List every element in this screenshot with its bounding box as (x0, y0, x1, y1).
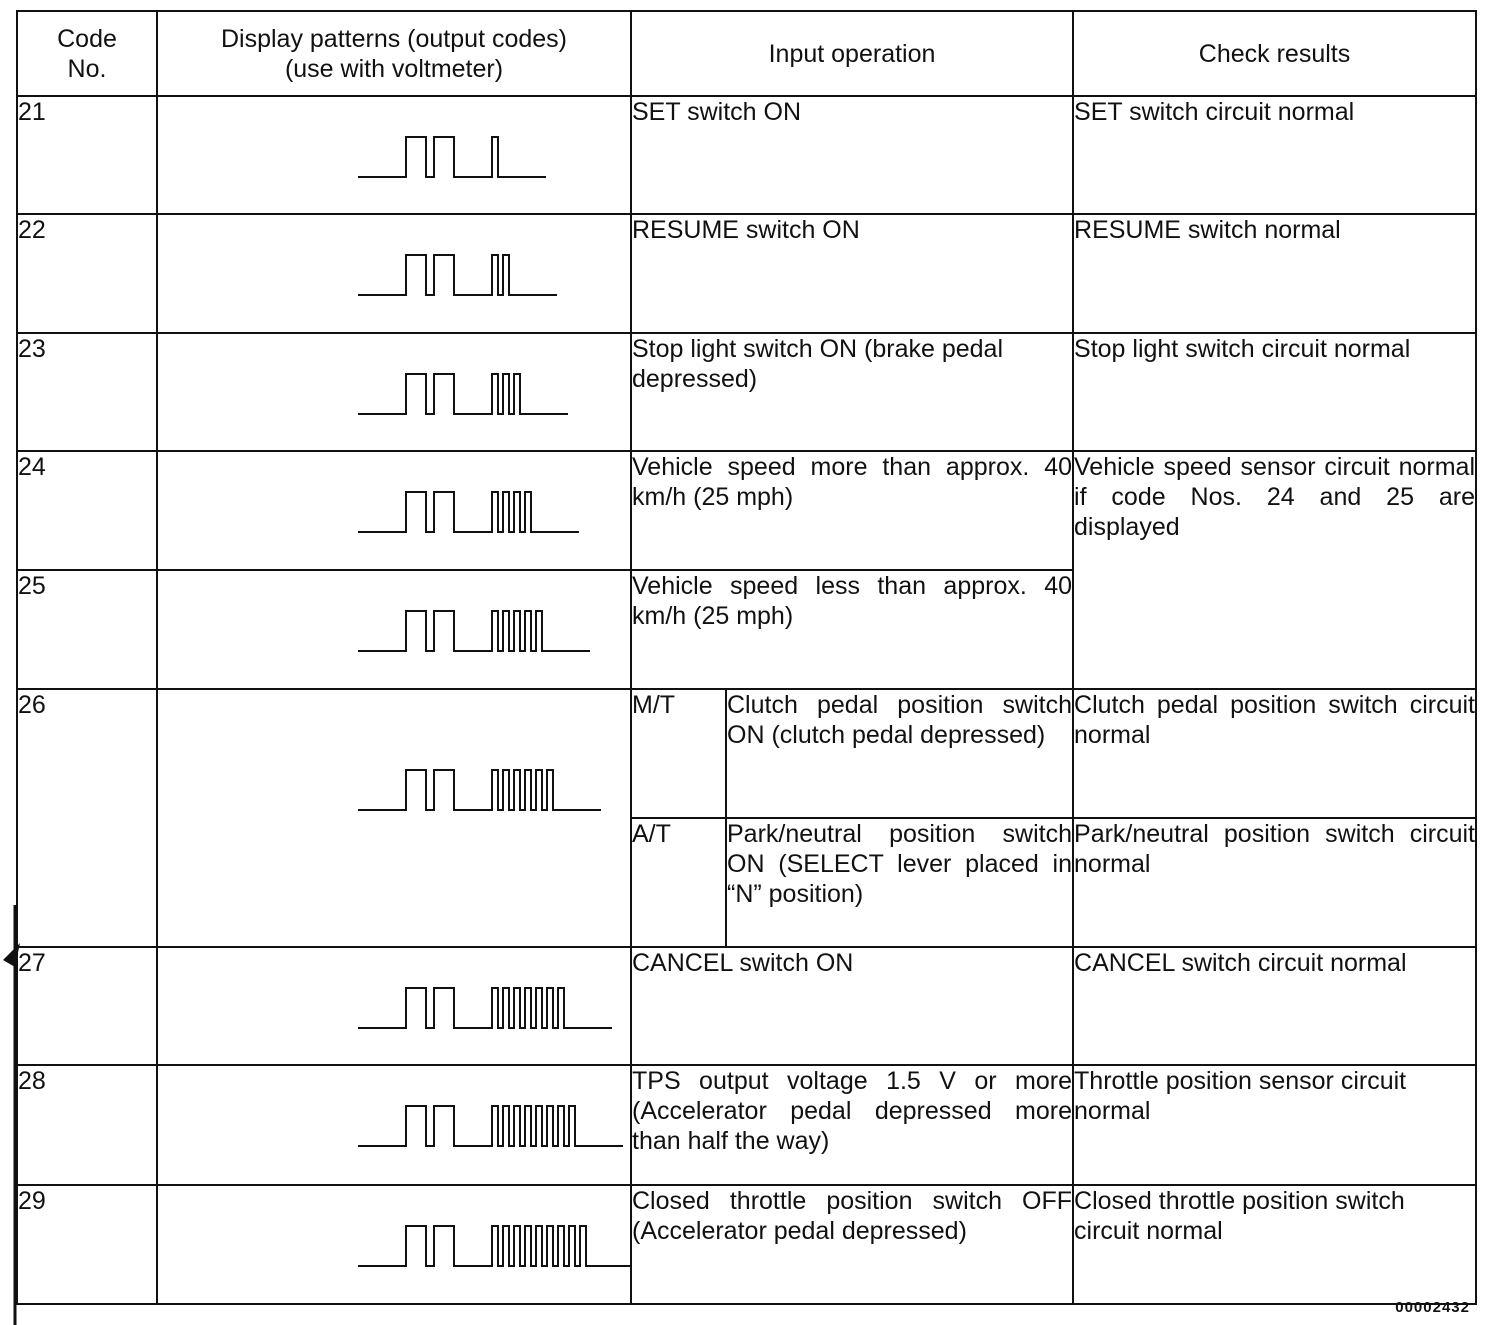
pulse-pattern (158, 215, 632, 333)
pulse-pattern (158, 334, 632, 452)
input-cell: Closed throttle position switch OFF (Accelerator pedal depressed) (631, 1185, 1073, 1304)
pulse-waveform (358, 611, 590, 651)
result-cell-at: Park/neutral position switch circuit normal (1073, 818, 1476, 947)
code-cell: 23 (17, 333, 157, 451)
pulse-pattern (158, 571, 632, 689)
code-cell: 26 (17, 689, 157, 948)
pulse-pattern (158, 948, 632, 1066)
pulse-waveform (358, 1226, 632, 1266)
result-cell: Stop light switch circuit normal (1073, 333, 1476, 451)
input-cell: Vehicle speed less than approx. 40 km/h (25 mph) (631, 570, 1073, 688)
pattern-cell (157, 1185, 631, 1304)
mode-label-at: A/T (631, 818, 726, 947)
table-row (17, 451, 1476, 570)
table-header-row (17, 11, 1476, 96)
table-row (17, 214, 1476, 332)
header-code-no-text: Code No. (57, 24, 117, 83)
result-cell: Vehicle speed sensor circuit normal if code Nos. 24 and 25 are displayed (1073, 451, 1476, 689)
input-cell: RESUME switch ON (631, 214, 1073, 332)
table-row (17, 96, 1476, 214)
input-cell: Stop light switch ON (brake pedal depressed) (631, 333, 1073, 451)
pattern-cell (157, 451, 631, 570)
result-cell: RESUME switch normal (1073, 214, 1476, 332)
pulse-waveform (358, 1106, 623, 1146)
code-cell: 27 (17, 947, 157, 1065)
header-check-results-text: Check results (1198, 39, 1351, 68)
pattern-cell (157, 570, 631, 688)
code-cell: 22 (17, 214, 157, 332)
pulse-waveform (358, 770, 601, 810)
diagnostic-code-table (16, 10, 1477, 1305)
pattern-cell (157, 689, 631, 948)
result-cell: Throttle position sensor circuit normal (1073, 1065, 1476, 1184)
result-cell-mt: Clutch pedal position switch circuit normal (1073, 689, 1476, 818)
header-display-patterns-text: Display patterns (output codes) (use with voltmeter) (220, 24, 567, 83)
pattern-cell (157, 1065, 631, 1184)
code-cell: 24 (17, 451, 157, 570)
pulse-pattern (158, 1066, 632, 1185)
header-code-no (17, 11, 157, 96)
table-row (17, 1065, 1476, 1184)
pulse-waveform (358, 492, 579, 532)
header-input-operation (631, 11, 1073, 96)
input-cell-mt: Clutch pedal position switch ON (clutch pedal depressed) (726, 689, 1073, 818)
header-check-results (1073, 11, 1476, 96)
table-row (17, 333, 1476, 451)
pattern-cell (157, 947, 631, 1065)
pattern-cell (157, 96, 631, 214)
pulse-waveform (358, 988, 612, 1028)
table-row (17, 947, 1476, 1065)
catalog-number: 00002432 (1395, 1299, 1470, 1316)
pulse-waveform (358, 137, 546, 177)
pulse-waveform (358, 255, 557, 295)
table-row (17, 689, 1476, 818)
input-cell-at: Park/neutral position switch ON (SELECT lever placed in “N” position) (726, 818, 1073, 947)
result-cell: SET switch circuit normal (1073, 96, 1476, 214)
pulse-pattern (158, 1186, 632, 1305)
input-cell: Vehicle speed more than approx. 40 km/h (25 mph) (631, 451, 1073, 570)
code-cell: 29 (17, 1185, 157, 1304)
code-cell: 21 (17, 96, 157, 214)
input-cell: SET switch ON (631, 96, 1073, 214)
header-input-operation-text: Input operation (768, 39, 936, 68)
table-row (17, 1185, 1476, 1304)
result-cell: CANCEL switch circuit normal (1073, 947, 1476, 1065)
header-display-patterns (157, 11, 631, 96)
result-cell: Closed throttle position switch circuit normal (1073, 1185, 1476, 1304)
code-cell: 25 (17, 570, 157, 688)
pattern-cell (157, 214, 631, 332)
pulse-pattern (158, 97, 632, 215)
mode-label-mt: M/T (631, 689, 726, 818)
code-cell: 28 (17, 1065, 157, 1184)
pulse-waveform (358, 374, 568, 414)
pulse-pattern (158, 690, 632, 948)
input-cell: TPS output voltage 1.5 V or more (Accelerator pedal depressed more than half the way) (631, 1065, 1073, 1184)
pattern-cell (157, 333, 631, 451)
pulse-pattern (158, 452, 632, 571)
input-cell: CANCEL switch ON (631, 947, 1073, 1065)
